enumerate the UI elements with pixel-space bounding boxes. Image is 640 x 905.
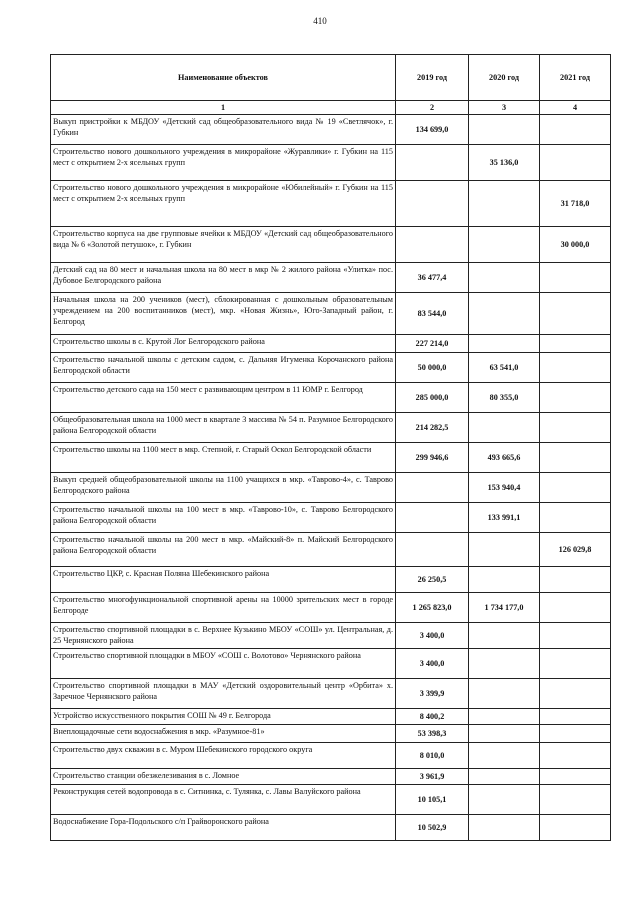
value-2020 <box>469 725 540 743</box>
header-name: Наименование объектов <box>51 55 396 101</box>
value-2021 <box>540 353 611 383</box>
value-2020: 153 940,4 <box>469 473 540 503</box>
row-name: Выкуп пристройки к МБДОУ «Детский сад общеобразовательного вида № 19 «Светлячок», г. Губкин <box>51 115 396 145</box>
value-2020: 80 355,0 <box>469 383 540 413</box>
value-2020 <box>469 567 540 593</box>
table-row <box>51 623 611 649</box>
value-2019: 299 946,6 <box>396 443 469 473</box>
value-2019: 8 010,0 <box>396 743 469 769</box>
row-name: Строительство многофункциональной спортивной арены на 10000 зрительских мест в городе Белгороде <box>51 593 396 623</box>
table-row <box>51 353 611 383</box>
value-2019: 8 400,2 <box>396 709 469 725</box>
value-2021 <box>540 503 611 533</box>
value-2019 <box>396 227 469 263</box>
value-2021 <box>540 443 611 473</box>
value-2019: 227 214,0 <box>396 335 469 353</box>
header-2021: 2021 год <box>540 55 611 101</box>
objects-table <box>50 54 611 841</box>
index-cell: 1 <box>51 101 396 115</box>
value-2020 <box>469 263 540 293</box>
value-2021 <box>540 649 611 679</box>
value-2019: 10 105,1 <box>396 785 469 815</box>
table-row <box>51 533 611 567</box>
row-name: Строительство спортивной площадки в МБОУ «СОШ с. Волотово» Чернянского района <box>51 649 396 679</box>
table-header <box>51 55 611 115</box>
table-row <box>51 503 611 533</box>
row-name: Реконструкция сетей водопровода в с. Ситнинка, с. Тулянка, с. Лавы Валуйского района <box>51 785 396 815</box>
row-name: Выкуп средней общеобразовательной школы на 1100 учащихся в мкр. «Таврово-4», с. Таврово Белгородского района <box>51 473 396 503</box>
value-2020 <box>469 709 540 725</box>
table-row <box>51 181 611 227</box>
table-row <box>51 227 611 263</box>
value-2021 <box>540 679 611 709</box>
index-cell: 4 <box>540 101 611 115</box>
table-row <box>51 293 611 335</box>
row-name: Строительство начальной школы на 100 мест в мкр. «Таврово-10», с. Таврово Белгородского района Белгородской области <box>51 503 396 533</box>
value-2020 <box>469 769 540 785</box>
value-2020: 63 541,0 <box>469 353 540 383</box>
value-2021 <box>540 725 611 743</box>
value-2021 <box>540 383 611 413</box>
table-row <box>51 815 611 841</box>
value-2019: 134 699,0 <box>396 115 469 145</box>
table-row <box>51 473 611 503</box>
value-2021: 31 718,0 <box>540 181 611 227</box>
value-2020 <box>469 785 540 815</box>
table-row <box>51 649 611 679</box>
table-row <box>51 769 611 785</box>
value-2020 <box>469 227 540 263</box>
index-row <box>51 101 611 115</box>
table-row <box>51 725 611 743</box>
row-name: Строительство начальной школы с детским садом, с. Дальняя Игуменка Корочанского района Белгородской области <box>51 353 396 383</box>
value-2020: 493 665,6 <box>469 443 540 473</box>
index-cell: 2 <box>396 101 469 115</box>
value-2020 <box>469 293 540 335</box>
value-2020 <box>469 649 540 679</box>
value-2020 <box>469 623 540 649</box>
value-2019: 285 000,0 <box>396 383 469 413</box>
value-2019: 3 400,0 <box>396 623 469 649</box>
value-2021 <box>540 473 611 503</box>
value-2021 <box>540 593 611 623</box>
row-name: Строительство нового дошкольного учреждения в микрорайоне «Журавлики» г. Губкин на 115 мест с открытием 2-х ясельных групп <box>51 145 396 181</box>
row-name: Строительство корпуса на две групповые ячейки к МБДОУ «Детский сад общеобразовательного вида № 6 «Золотой петушок», г. Губкин <box>51 227 396 263</box>
row-name: Общеобразовательная школа на 1000 мест в квартале 3 массива № 54 п. Разумное Белгородского района Белгородской области <box>51 413 396 443</box>
value-2020 <box>469 181 540 227</box>
table-row <box>51 145 611 181</box>
row-name: Строительство станции обезжелезивания в с. Ломное <box>51 769 396 785</box>
value-2021 <box>540 115 611 145</box>
value-2020 <box>469 533 540 567</box>
value-2019: 50 000,0 <box>396 353 469 383</box>
value-2020 <box>469 815 540 841</box>
value-2021 <box>540 413 611 443</box>
value-2019: 1 265 823,0 <box>396 593 469 623</box>
value-2019: 3 399,9 <box>396 679 469 709</box>
value-2019: 3 400,0 <box>396 649 469 679</box>
table-body <box>51 115 611 841</box>
table-row <box>51 679 611 709</box>
value-2019 <box>396 503 469 533</box>
table-row <box>51 743 611 769</box>
value-2019 <box>396 145 469 181</box>
row-name: Строительство двух скважин в с. Муром Шебекинского городского округа <box>51 743 396 769</box>
value-2020 <box>469 679 540 709</box>
row-name: Начальная школа на 200 учеников (мест), сблокированная с дошкольным образовательным учреждением на 200 воспитанников (мест), мкр. «Новая Жизнь», Юго-Западный район, г. Белгород <box>51 293 396 335</box>
value-2021: 126 029,8 <box>540 533 611 567</box>
header-row <box>51 55 611 101</box>
row-name: Строительство спортивной площадки в с. Верхнее Кузькино МБОУ «СОШ» ул. Центральная, д. 25 Чернянского района <box>51 623 396 649</box>
row-name: Строительство школы на 1100 мест в мкр. Степной, г. Старый Оскол Белгородской области <box>51 443 396 473</box>
value-2020 <box>469 115 540 145</box>
value-2019 <box>396 533 469 567</box>
value-2020 <box>469 335 540 353</box>
row-name: Детский сад на 80 мест и начальная школа на 80 мест в мкр № 2 жилого района «Улитка» пос. Дубовое Белгородского района <box>51 263 396 293</box>
page-number: 410 <box>313 16 327 26</box>
value-2021 <box>540 293 611 335</box>
value-2019: 10 502,9 <box>396 815 469 841</box>
row-name: Внеплощадочные сети водоснабжения в мкр. «Разумное-81» <box>51 725 396 743</box>
header-2020: 2020 год <box>469 55 540 101</box>
value-2020: 35 136,0 <box>469 145 540 181</box>
row-name: Строительство детского сада на 150 мест с развивающим центром в 11 ЮМР г. Белгород <box>51 383 396 413</box>
value-2021 <box>540 623 611 649</box>
value-2020: 1 734 177,0 <box>469 593 540 623</box>
header-2019: 2019 год <box>396 55 469 101</box>
table-row <box>51 785 611 815</box>
value-2019 <box>396 473 469 503</box>
row-name: Строительство начальной школы на 200 мест в мкр. «Майский-8» п. Майский Белгородского района Белгородской области <box>51 533 396 567</box>
value-2021 <box>540 567 611 593</box>
value-2020: 133 991,1 <box>469 503 540 533</box>
value-2019: 214 282,5 <box>396 413 469 443</box>
value-2021: 30 000,0 <box>540 227 611 263</box>
value-2019: 53 398,3 <box>396 725 469 743</box>
table-row <box>51 335 611 353</box>
table-row <box>51 263 611 293</box>
value-2020 <box>469 743 540 769</box>
row-name: Устройство искусственного покрытия СОШ № 49 г. Белгорода <box>51 709 396 725</box>
row-name: Водоснабжение Гора-Подольского с/п Грайворонского района <box>51 815 396 841</box>
value-2019: 3 961,9 <box>396 769 469 785</box>
table-row <box>51 115 611 145</box>
table-row <box>51 709 611 725</box>
value-2021 <box>540 743 611 769</box>
value-2021 <box>540 769 611 785</box>
value-2021 <box>540 815 611 841</box>
table-row <box>51 413 611 443</box>
value-2021 <box>540 263 611 293</box>
index-cell: 3 <box>469 101 540 115</box>
table-row <box>51 383 611 413</box>
row-name: Строительство ЦКР, с. Красная Поляна Шебекинского района <box>51 567 396 593</box>
row-name: Строительство спортивной площадки в МАУ «Детский оздоровительный центр «Орбита» х. Заречное Чернянского района <box>51 679 396 709</box>
value-2019: 83 544,0 <box>396 293 469 335</box>
value-2019: 26 250,5 <box>396 567 469 593</box>
value-2021 <box>540 709 611 725</box>
value-2019: 36 477,4 <box>396 263 469 293</box>
value-2021 <box>540 335 611 353</box>
value-2019 <box>396 181 469 227</box>
row-name: Строительство школы в с. Крутой Лог Белгородского района <box>51 335 396 353</box>
value-2020 <box>469 413 540 443</box>
table-row <box>51 593 611 623</box>
value-2021 <box>540 785 611 815</box>
value-2021 <box>540 145 611 181</box>
table-row <box>51 567 611 593</box>
table-row <box>51 443 611 473</box>
row-name: Строительство нового дошкольного учреждения в микрорайоне «Юбилейный» г. Губкин на 115 мест с открытием 2-х ясельных групп <box>51 181 396 227</box>
